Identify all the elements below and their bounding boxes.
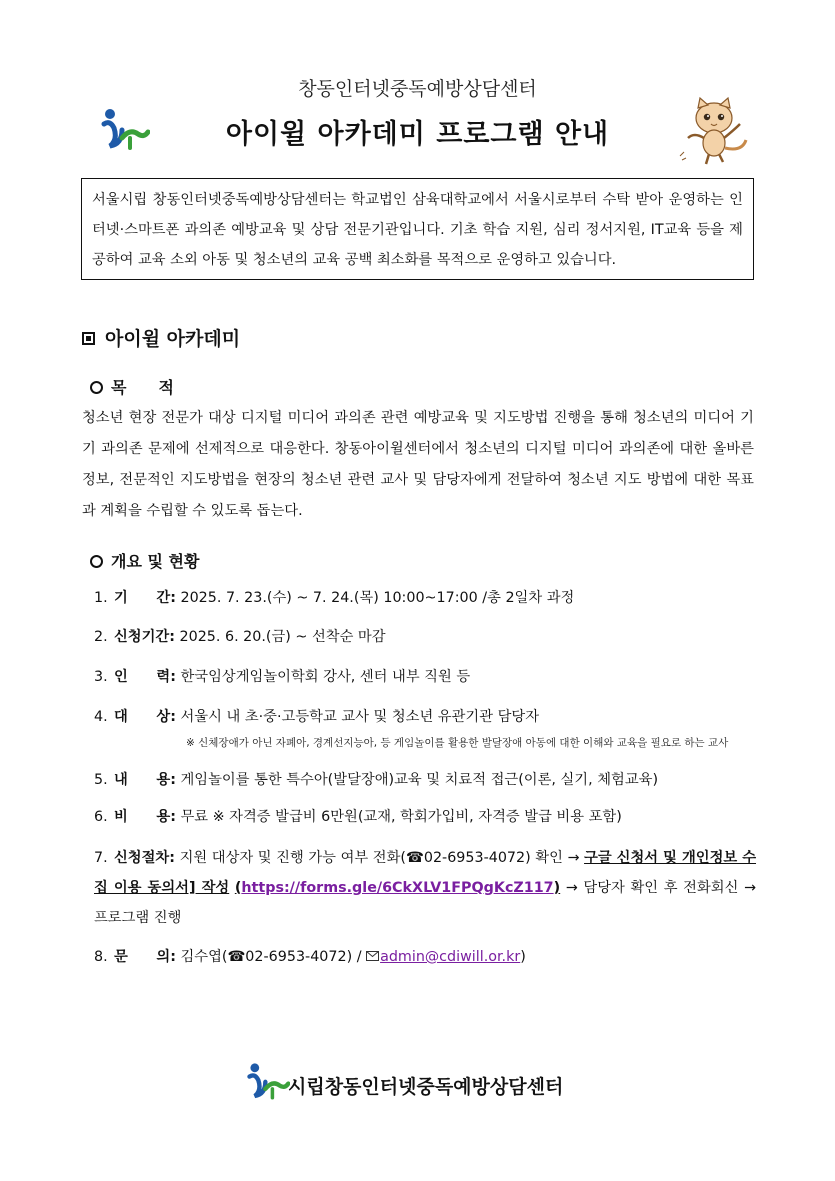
mail-icon bbox=[366, 951, 379, 961]
form-paren: ) bbox=[553, 880, 561, 896]
overview-item-content bbox=[94, 769, 658, 789]
circle-bullet-icon bbox=[90, 555, 103, 568]
purpose-text: 청소년 현장 전문가 대상 디지털 미디어 과의존 관련 예방교육 및 지도방법 진행을 통해 청소년의 미디어 기기 과의존 문제에 선제적으로 대응한다. 창동아이윌센터에서 청소년의 디지털 미디어 과의존에 대한 올바른 정보, 전문적인 지도방법을 현장의 청소년 관련 교사 및 담당자에게 전달하여 청소년 지도 방법에 대한 목표과 계획을 수립할 수 있도록 돕는다. bbox=[82, 410, 754, 519]
form-paren: ( bbox=[234, 880, 242, 896]
overview-item-contact bbox=[94, 946, 526, 966]
overview-item-apply-period bbox=[94, 626, 386, 646]
item-number: 6. bbox=[94, 809, 108, 825]
email-link[interactable]: admin@cdiwill.or.kr bbox=[380, 949, 521, 965]
item-value: 무료 ※ 자격증 발급비 6만원(교재, 학회가입비, 자격증 발급 비용 포함) bbox=[180, 809, 622, 825]
overview-heading bbox=[90, 549, 199, 572]
procedure-text: ) 확인 → bbox=[525, 850, 585, 866]
item-value: 게임놀이를 통한 특수아(발달장애)교육 및 치료적 접근(이론, 실기, 체험교육) bbox=[180, 772, 659, 788]
item-label: 신청기간: bbox=[114, 629, 175, 645]
overview-item-target bbox=[94, 706, 539, 726]
item-number: 5. bbox=[94, 772, 108, 788]
cat-mascot-icon bbox=[676, 96, 754, 166]
item-number: 8. bbox=[94, 949, 108, 965]
section-heading bbox=[82, 324, 240, 351]
item-number: 4. bbox=[94, 709, 108, 725]
item-label: 문 의: bbox=[114, 949, 176, 965]
phone-number: ☎02-6953-4072 bbox=[405, 850, 526, 866]
item-label: 비 용: bbox=[114, 809, 176, 825]
contact-paren: ) bbox=[520, 949, 526, 965]
overview-item-period bbox=[94, 587, 574, 607]
item-value: 2025. 7. 23.(수) ~ 7. 24.(목) 10:00~17:00 /총 2일차 과정 bbox=[180, 590, 575, 606]
item-number: 3. bbox=[94, 669, 108, 685]
contact-separator: ) / bbox=[346, 949, 367, 965]
form-link[interactable]: https://forms.gle/6CkXLV1FPQgKcZ117 bbox=[241, 880, 554, 896]
procedure-text: → 담당자 확인 후 전화회신 → 프로그램 진행 bbox=[94, 880, 756, 926]
phone-number: ☎02-6953-4072 bbox=[227, 949, 347, 965]
item-label: 내 용: bbox=[114, 772, 176, 788]
purpose-heading-text: 목 적 bbox=[111, 378, 174, 397]
item-value: 2025. 6. 20.(금) ~ 선착순 마감 bbox=[179, 629, 386, 645]
square-bullet-icon bbox=[82, 332, 95, 345]
target-note: ※ 신체장애가 아닌 자폐아, 경계선지능아, 등 게임놀이를 활용한 발달장애 아동에 대한 이해와 교육을 필요로 하는 교사 bbox=[186, 737, 729, 749]
overview-heading-text: 개요 및 현황 bbox=[111, 552, 200, 571]
overview-item-cost bbox=[94, 806, 622, 826]
item-label: 기 간: bbox=[114, 590, 176, 606]
item-number: 1. bbox=[94, 590, 108, 606]
item-number: 2. bbox=[94, 629, 108, 645]
intro-box: 서울시립 창동인터넷중독예방상담센터는 학교법인 삼육대학교에서 서울시로부터 수탁 받아 운영하는 인터넷·스마트폰 과의존 예방교육 및 상담 전문기관입니다. 기초 학습 지원, 심리 정서지원, IT교육 등을 제공하여 교육 소외 아동 및 청소년의 교육 공백 최소화를 목적으로 운영하고 있습니다. bbox=[81, 178, 754, 280]
overview-item-staff bbox=[94, 666, 470, 686]
item-label: 대 상: bbox=[114, 709, 176, 725]
overview-item-procedure bbox=[94, 843, 756, 933]
page-title: 아이윌 아카데미 프로그램 안내 bbox=[225, 119, 610, 150]
header-subtitle: 창동인터넷중독예방상담센터 bbox=[298, 78, 537, 100]
item-label: 신청절차: bbox=[114, 850, 175, 866]
circle-bullet-icon bbox=[90, 381, 103, 394]
item-label: 인 력: bbox=[114, 669, 176, 685]
contact-name: 김수엽( bbox=[180, 949, 228, 965]
section-heading-text: 아이윌 아카데미 bbox=[105, 328, 241, 350]
item-number: 7. bbox=[94, 850, 108, 866]
procedure-text: 지원 대상자 및 진행 가능 여부 전화( bbox=[179, 850, 406, 866]
purpose-heading bbox=[90, 375, 174, 398]
form-label: 구글 신청서 및 개인정보 수집 이용 동의서] 작성 bbox=[94, 850, 757, 896]
item-value: 한국임상게임놀이학회 강사, 센터 내부 직원 등 bbox=[180, 669, 471, 685]
footer-org-name: 시립창동인터넷중독예방상담센터 bbox=[288, 1076, 564, 1098]
center-logo-icon bbox=[246, 1062, 290, 1100]
item-value: 서울시 내 초·중·고등학교 교사 및 청소년 유관기관 담당자 bbox=[180, 709, 540, 725]
